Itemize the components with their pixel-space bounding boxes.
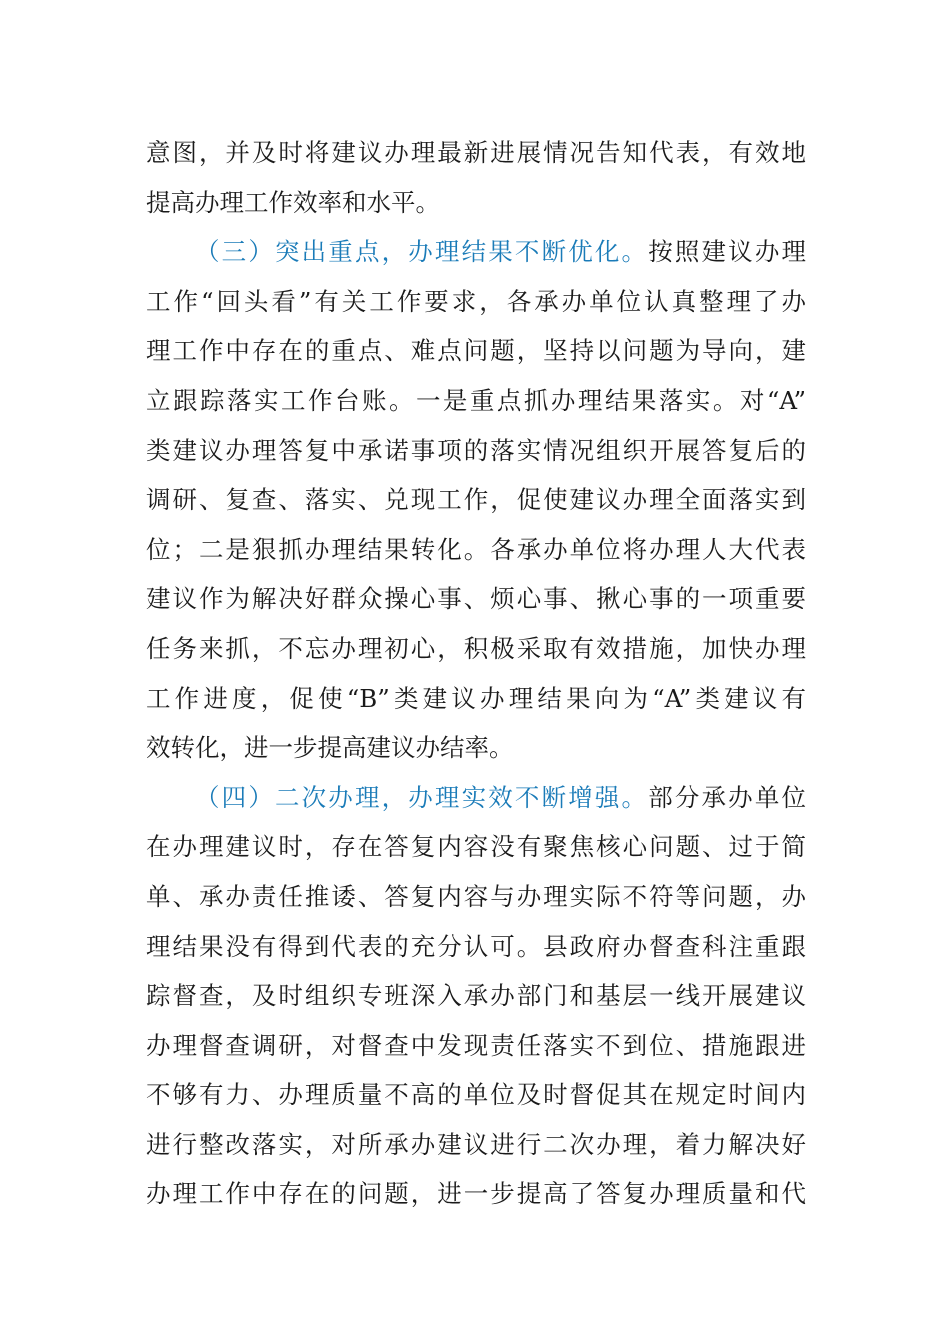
text-line: 提高办理工作效率和水平。	[146, 187, 440, 217]
text-line: 理结果没有得到代表的充分认可。县政府办督查科注重跟	[146, 931, 806, 961]
text-line: 立跟踪落实工作台账。一是重点抓办理结果落实。对“A”	[146, 385, 806, 415]
text-line	[146, 773, 806, 823]
text-run: 部分承办单位	[648, 782, 806, 812]
text-line: 建议作为解决好群众操心事、烦心事、揪心事的一项重要	[146, 584, 806, 614]
text-line: 位；二是狠抓办理结果转化。各承办单位将办理人大代表	[146, 534, 806, 564]
text-line: 类建议办理答复中承诺事项的落实情况组织开展答复后的	[146, 435, 806, 465]
text-line: 效转化，进一步提高建议办结率。	[146, 733, 514, 763]
text-line: 在办理建议时，存在答复内容没有聚焦核心问题、过于简	[146, 832, 806, 862]
text-line: 进行整改落实，对所承办建议进行二次办理，着力解决好	[146, 1129, 806, 1159]
text-line: 理工作中存在的重点、难点问题，坚持以问题为导向，建	[146, 336, 806, 366]
text-line: 办理督查调研，对督查中发现责任落实不到位、措施跟进	[146, 1030, 806, 1060]
text-line	[146, 227, 806, 277]
text-line: 踪督查，及时组织专班深入承办部门和基层一线开展建议	[146, 981, 806, 1011]
text-line: 任务来抓，不忘办理初心，积极采取有效措施，加快办理	[146, 633, 806, 663]
paragraph-section-4	[146, 773, 806, 1219]
text-run: 按照建议办理	[648, 237, 806, 267]
text-line: 不够有力、办理质量不高的单位及时督促其在规定时间内	[146, 1080, 806, 1110]
paragraph-section-3	[146, 227, 806, 773]
text-line: 工作进度，促使“B”类建议办理结果向为“A”类建议有	[146, 683, 806, 713]
paragraph-continuation	[146, 128, 806, 227]
text-line: 办理工作中存在的问题，进一步提高了答复办理质量和代	[146, 1179, 806, 1209]
document-page	[146, 128, 806, 1219]
text-line: 单、承办责任推诿、答复内容与办理实际不符等问题，办	[146, 881, 806, 911]
section-heading-3: （三）突出重点，办理结果不断优化。	[195, 237, 649, 267]
section-heading-4: （四）二次办理，办理实效不断增强。	[195, 782, 649, 812]
text-line: 工作“回头看”有关工作要求，各承办单位认真整理了办	[146, 286, 806, 316]
text-line: 调研、复查、落实、兑现工作，促使建议办理全面落实到	[146, 485, 806, 515]
text-line: 意图，并及时将建议办理最新进展情况告知代表，有效地	[146, 138, 806, 167]
